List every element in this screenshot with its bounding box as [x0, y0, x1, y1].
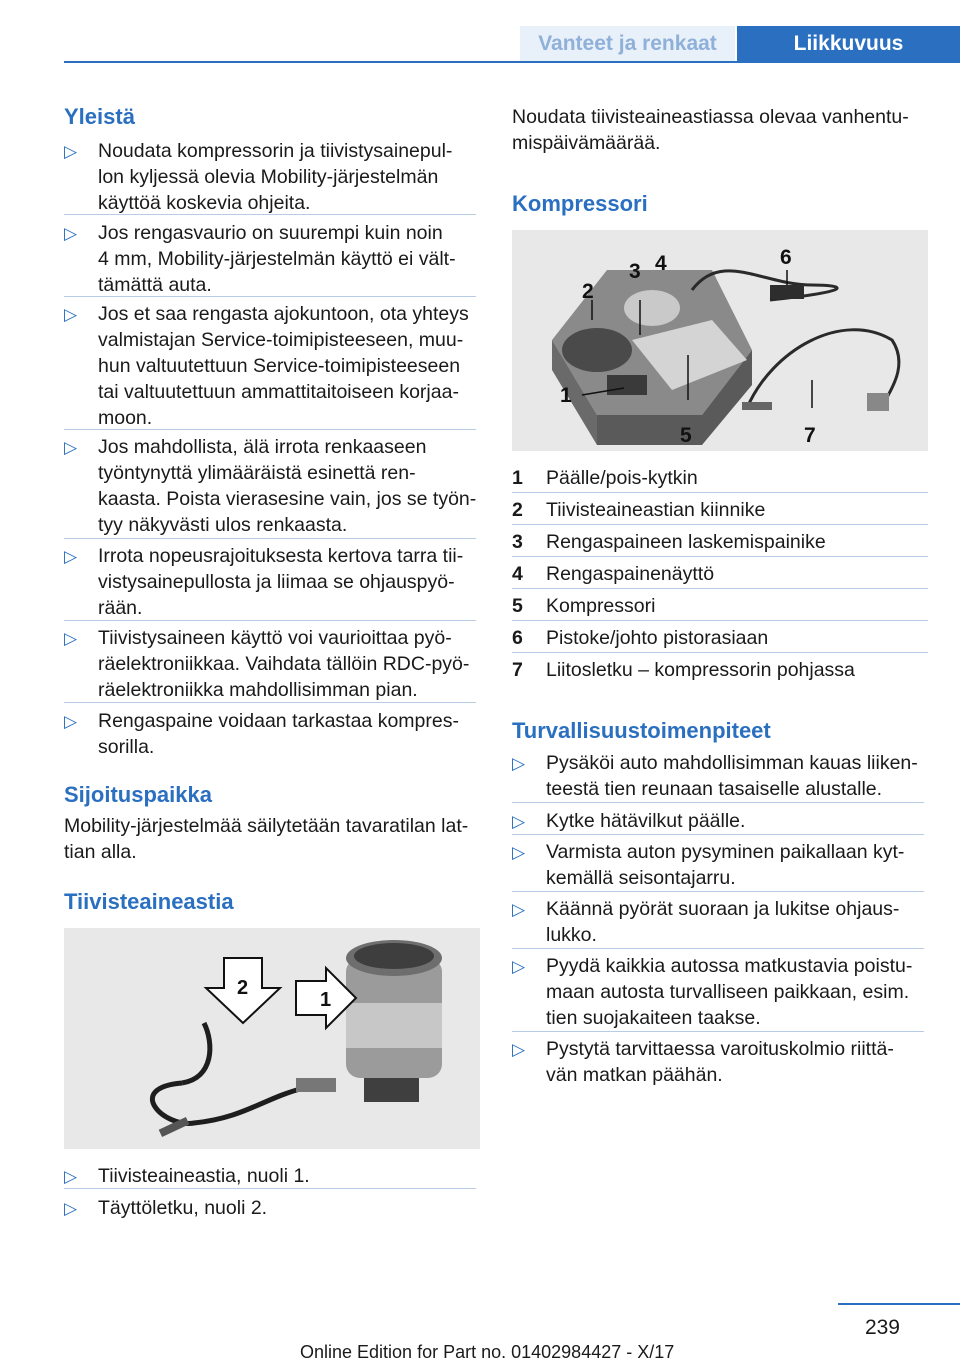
heading-yleista: Yleistä [64, 104, 135, 129]
figure-label: 2 [582, 280, 594, 303]
heading-kompressori: Kompressori [512, 191, 648, 216]
compressor-figure [512, 230, 928, 451]
list-item [512, 808, 745, 834]
header-divider [64, 61, 960, 63]
item-number: 7 [512, 659, 523, 681]
bullet-triangle-icon: ▷ [512, 900, 526, 919]
header-chapter-title[interactable]: Liikkuvuus [737, 26, 960, 62]
list-item [64, 220, 456, 298]
text-line: kaasta. Poista vierasesine vain, jos se työn- [98, 488, 477, 510]
text-line: mispäivämäärää. [512, 132, 661, 154]
bullet-triangle-icon: ▷ [512, 843, 526, 862]
text-line: Pysäköi auto mahdollisimman kauas liiken- [546, 752, 918, 774]
text-line: rään. [98, 597, 143, 619]
bullet-triangle-icon: ▷ [64, 547, 78, 566]
footer-divider [838, 1303, 960, 1305]
figure-label: 5 [680, 424, 692, 447]
item-text: Kompressori [546, 595, 656, 617]
text-line: 4 mm, Mobility-järjestelmän käyttö ei vält- [98, 248, 456, 270]
text-line: Varmista auton pysyminen paikallaan kyt- [546, 841, 905, 863]
divider [512, 492, 928, 493]
divider [64, 214, 476, 215]
bullet-triangle-icon: ▷ [512, 754, 526, 773]
bullet-triangle-icon: ▷ [512, 1040, 526, 1059]
list-item [512, 750, 918, 802]
text-line: vistysainepullosta ja liimaa se ohjauspyö- [98, 571, 455, 593]
text-line: lon kyljessä olevia Mobility-järjestelmän [98, 166, 439, 188]
text-line: Irrota nopeusrajoituksesta kertova tarra tii- [98, 545, 464, 567]
item-number: 6 [512, 627, 523, 649]
figure-label: 3 [629, 260, 641, 283]
text-line: sorilla. [98, 736, 155, 758]
page-header [0, 0, 960, 62]
divider [512, 891, 924, 892]
bullet-triangle-icon: ▷ [512, 957, 526, 976]
text-line: Noudata kompressorin ja tiivistysainepul- [98, 140, 453, 162]
text-line: tien suojakaiteen taakse. [546, 1007, 761, 1029]
numbered-item [512, 561, 714, 587]
text-line: tämättä auta. [98, 274, 212, 296]
figure-label: 4 [655, 252, 667, 275]
list-item [64, 543, 463, 621]
bullet-triangle-icon: ▷ [64, 224, 78, 243]
page-number: 239 [864, 1316, 900, 1339]
text-line: käyttöä koskevia ohjeita. [98, 192, 311, 214]
divider [64, 702, 476, 703]
text-line: työntynyttä ylimääräistä esinettä ren- [98, 462, 416, 484]
header-section-title[interactable]: Vanteet ja renkaat [520, 26, 735, 62]
list-item [512, 896, 899, 948]
sealant-container-figure [64, 928, 480, 1149]
text-line: kemällä seisontajarru. [546, 867, 736, 889]
heading-tiivisteaineastia: Tiivisteaineastia [64, 889, 234, 914]
heading-turvallisuustoimenpiteet: Turvallisuustoimenpiteet [512, 718, 771, 743]
numbered-item [512, 593, 655, 619]
list-item [512, 1036, 894, 1088]
item-number: 1 [512, 467, 523, 489]
bullet-triangle-icon: ▷ [64, 1199, 78, 1218]
figure-label: 6 [780, 246, 792, 269]
figure-label: 7 [804, 424, 816, 447]
heading-sijoituspaikka: Sijoituspaikka [64, 782, 212, 807]
text-line: moon. [98, 407, 153, 429]
text-line: tai valtuutettuun ammattitaitoiseen korjaa- [98, 381, 459, 403]
bullet-triangle-icon: ▷ [64, 629, 78, 648]
item-text: Rengaspaineen laskemispainike [546, 531, 826, 553]
divider [512, 802, 924, 803]
bullet-triangle-icon: ▷ [64, 712, 78, 731]
figure-label: 2 [237, 977, 249, 999]
item-number: 2 [512, 499, 523, 521]
text-line: Jos rengasvaurio on suurempi kuin noin [98, 222, 443, 244]
text-line: Täyttöletku, nuoli 2. [98, 1197, 268, 1219]
paragraph [64, 813, 468, 865]
figure-label: 1 [560, 384, 572, 407]
text-line: Jos mahdollista, älä irrota renkaaseen [98, 436, 427, 458]
numbered-item [512, 465, 698, 491]
divider [512, 556, 928, 557]
list-item [64, 1195, 267, 1221]
list-item [64, 434, 476, 538]
item-text: Pistoke/johto pistorasiaan [546, 627, 769, 649]
bullet-triangle-icon: ▷ [64, 142, 78, 161]
divider [64, 429, 476, 430]
divider [512, 588, 928, 589]
figure-label: 1 [320, 989, 332, 1011]
divider [64, 1188, 476, 1189]
text-line: Mobility-järjestelmää säilytetään tavaratilan lat- [64, 815, 469, 837]
list-item [512, 953, 912, 1031]
text-line: räelektroniikkaa. Vaihdata tällöin RDC-pyö- [98, 653, 470, 675]
item-text: Päälle/pois-kytkin [546, 467, 698, 489]
text-line: Kytke hätävilkut päälle. [546, 810, 746, 832]
divider [512, 524, 928, 525]
numbered-item [512, 657, 855, 683]
item-text: Liitosletku – kompressorin pohjassa [546, 659, 855, 681]
bullet-triangle-icon: ▷ [512, 812, 526, 831]
text-line: lukko. [546, 924, 597, 946]
divider [512, 1031, 924, 1032]
text-line: hun valtuutettuun Service-toimipisteeseen [98, 355, 461, 377]
text-line: räelektroniikka mahdollisimman pian. [98, 679, 418, 701]
text-line: Tiivisteaineastia, nuoli 1. [98, 1165, 310, 1187]
text-line: Pyydä kaikkia autossa matkustavia poistu- [546, 955, 913, 977]
list-item [64, 138, 452, 216]
divider [64, 620, 476, 621]
divider [512, 652, 928, 653]
divider [64, 538, 476, 539]
text-line: Noudata tiivisteaineastiassa olevaa vanhentu- [512, 106, 909, 128]
item-text: Tiivisteaineastian kiinnike [546, 499, 766, 521]
item-number: 5 [512, 595, 523, 617]
list-item [512, 839, 904, 891]
numbered-item [512, 497, 765, 523]
text-line: Rengaspaine voidaan tarkastaa kompres- [98, 710, 459, 732]
text-line: tyy näkyvästi ulos renkaasta. [98, 514, 348, 536]
list-item [64, 1163, 310, 1189]
text-line: Jos et saa rengasta ajokuntoon, ota yhteys [98, 303, 469, 325]
item-text: Rengaspainenäyttö [546, 563, 715, 585]
paragraph [512, 104, 909, 156]
divider [512, 620, 928, 621]
text-line: Käännä pyörät suoraan ja lukitse ohjaus- [546, 898, 900, 920]
sealant-container-illustration [64, 928, 480, 1149]
divider [64, 296, 476, 297]
text-line: maan autosta turvalliseen paikkaan, esim. [546, 981, 910, 1003]
bullet-triangle-icon: ▷ [64, 1167, 78, 1186]
compressor-illustration [512, 230, 928, 451]
numbered-item [512, 529, 826, 555]
text-line: Pystytä tarvittaessa varoituskolmio riittä- [546, 1038, 894, 1060]
item-number: 4 [512, 563, 523, 585]
bullet-triangle-icon: ▷ [64, 438, 78, 457]
text-line: vän matkan päähän. [546, 1064, 723, 1086]
numbered-item [512, 625, 768, 651]
list-item [64, 708, 459, 760]
divider [512, 948, 924, 949]
text-line: valmistajan Service-toimipisteeseen, muu- [98, 329, 464, 351]
item-number: 3 [512, 531, 523, 553]
edition-footer: Online Edition for Part no. 01402984427 - X/17 [300, 1342, 675, 1362]
text-line: Tiivistysaineen käyttö voi vaurioittaa pyö- [98, 627, 452, 649]
bullet-triangle-icon: ▷ [64, 305, 78, 324]
list-item [64, 625, 469, 703]
divider [512, 834, 924, 835]
text-line: tian alla. [64, 841, 137, 863]
list-item [64, 301, 469, 431]
text-line: teestä tien reunaan tasaiselle alustalle. [546, 778, 883, 800]
